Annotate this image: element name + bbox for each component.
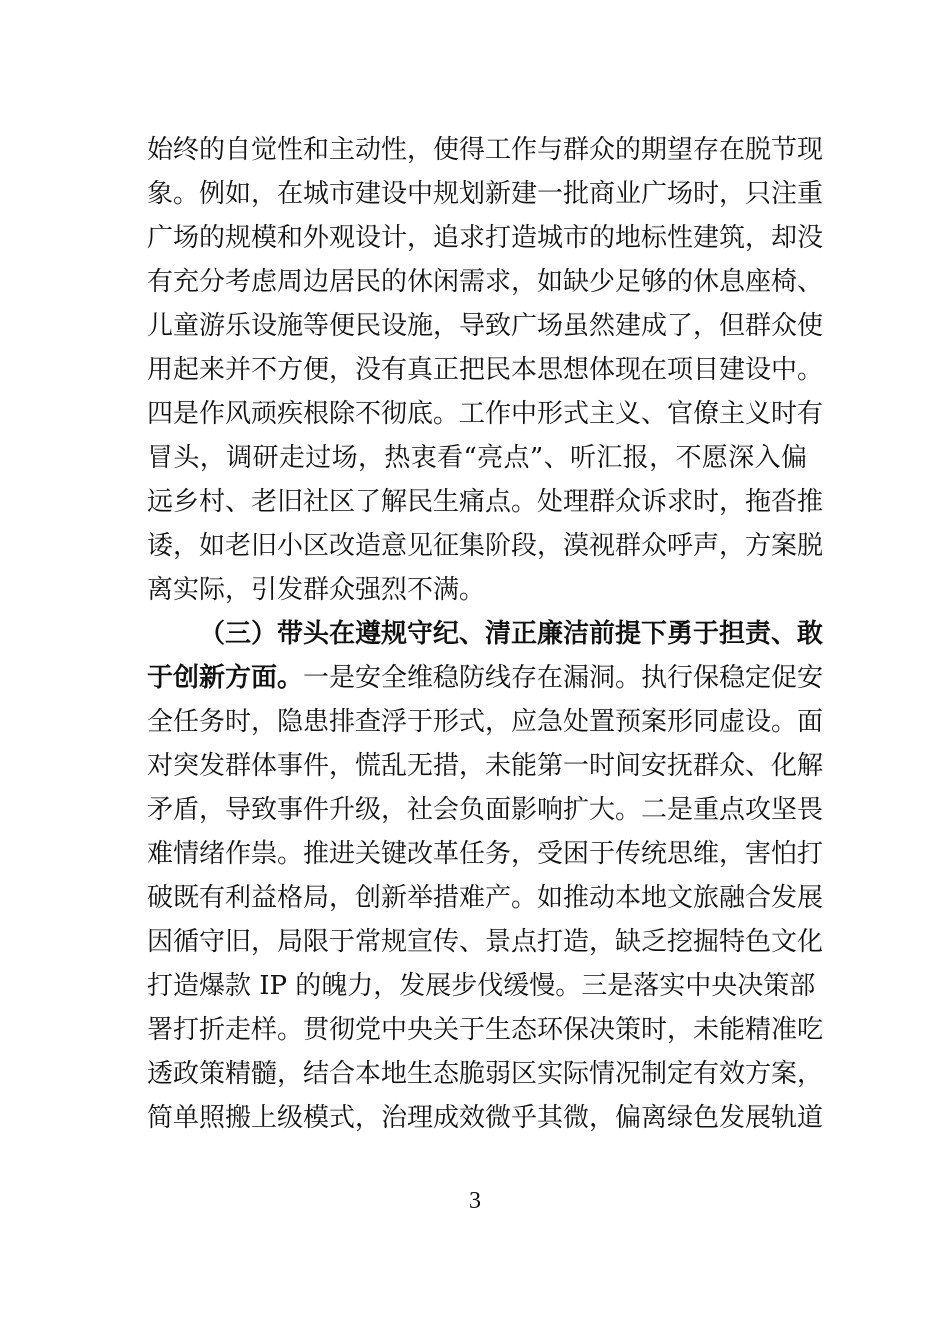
body-text-line: 冒头，调研走过场，热衷看“亮点”、听汇报，不愿深入偏	[147, 443, 807, 473]
body-text-line: 离实际，引发群众强烈不满。	[147, 575, 486, 605]
body-text-line: 因循守旧，局限于常规宣传、景点打造，缺乏挖掘特色文化	[147, 927, 824, 957]
section-heading-line: （三）带头在遵规守纪、清正廉洁前提下勇于担责、敢	[199, 619, 824, 649]
body-text-line: 用起来并不方便，没有真正把民本思想体现在项目建设中。	[147, 355, 824, 385]
body-text-line: 有充分考虑周边居民的休闲需求，如缺少足够的休息座椅、	[147, 267, 824, 297]
body-text-line: 简单照搬上级模式，治理成效微乎其微，偏离绿色发展轨道	[147, 1103, 824, 1133]
body-text-line: 始终的自觉性和主动性，使得工作与群众的期望存在脱节现	[147, 135, 824, 165]
body-text-line: 象。例如，在城市建设中规划新建一批商业广场时，只注重	[147, 179, 824, 209]
body-text-line: 四是作风顽疾根除不彻底。工作中形式主义、官僚主义时有	[147, 399, 824, 429]
body-text-line: 透政策精髓，结合本地生态脆弱区实际情况制定有效方案，	[147, 1059, 824, 1089]
body-text-line: 破既有利益格局，创新举措难产。如推动本地文旅融合发展	[147, 883, 824, 913]
body-text-line: 诿，如老旧小区改造意见征集阶段，漠视群众呼声，方案脱	[147, 531, 824, 561]
body-text-line: 广场的规模和外观设计，追求打造城市的地标性建筑，却没	[147, 223, 824, 253]
page-number: 3	[469, 1188, 481, 1214]
body-text-line: 全任务时，隐患排查浮于形式，应急处置预案形同虚设。面	[147, 707, 824, 737]
body-text-line: 儿童游乐设施等便民设施，导致广场虽然建成了，但群众使	[147, 311, 824, 341]
body-text-segment: 一是安全维稳防线存在漏洞。执行保稳定促安	[303, 663, 824, 693]
body-text-line: 署打折走样。贯彻党中央关于生态环保决策时，未能精准吃	[147, 1015, 824, 1045]
body-text-line: 对突发群体事件，慌乱无措，未能第一时间安抚群众、化解	[147, 751, 824, 781]
section-heading-continuation-line	[147, 658, 824, 698]
body-text-line: 难情绪作祟。推进关键改革任务，受困于传统思维，害怕打	[147, 839, 824, 869]
section-heading-tail: 于创新方面。	[147, 663, 304, 693]
body-text-line: 打造爆款 IP 的魄力，发展步伐缓慢。三是落实中央决策部	[147, 971, 816, 1001]
body-text-line: 远乡村、老旧社区了解民生痛点。处理群众诉求时，拖沓推	[147, 487, 824, 517]
body-text-line: 矛盾，导致事件升级，社会负面影响扩大。二是重点攻坚畏	[147, 795, 824, 825]
